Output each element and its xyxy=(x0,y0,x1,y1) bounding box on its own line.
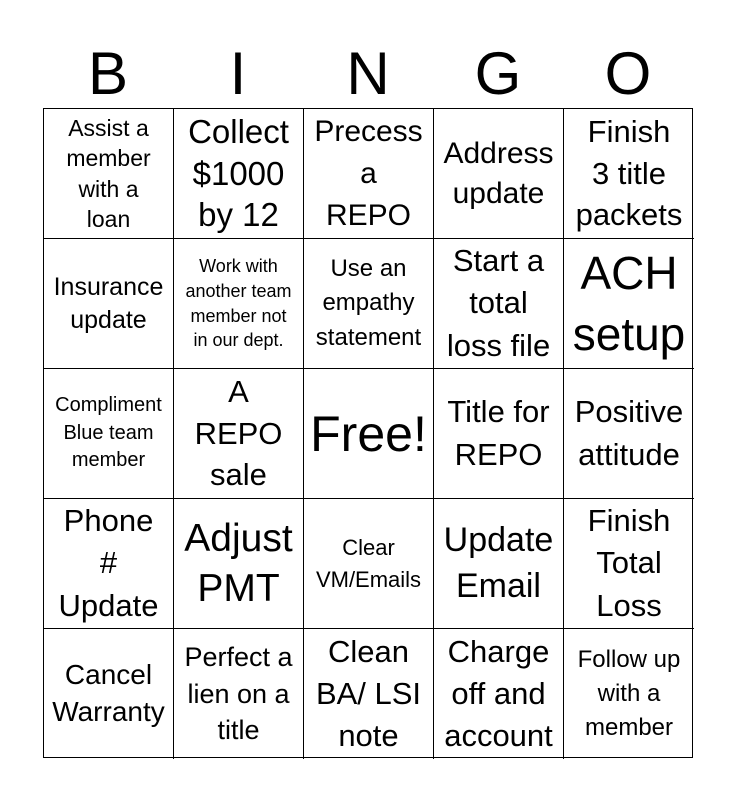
bingo-cell-text: Update Email xyxy=(443,520,554,605)
bingo-cell-text: Cancel Warranty xyxy=(52,659,165,727)
bingo-cell-text: Work with another team member not in our dept. xyxy=(185,255,292,351)
bingo-board xyxy=(43,108,693,758)
header-letter-b: B xyxy=(87,40,129,107)
bingo-cell[interactable] xyxy=(564,239,694,369)
bingo-cell[interactable] xyxy=(434,109,564,239)
bingo-cell-text: ACH setup xyxy=(572,246,686,360)
bingo-cell[interactable] xyxy=(44,109,174,239)
bingo-cell-text: A REPO sale xyxy=(194,373,283,493)
header-letter-g: G xyxy=(474,40,522,107)
bingo-cell-text: Clear VM/Emails xyxy=(315,535,422,592)
bingo-cell[interactable] xyxy=(304,369,434,499)
header-letter-i: I xyxy=(229,40,247,107)
bingo-cell-text: Follow up with a member xyxy=(577,645,681,742)
bingo-cell[interactable] xyxy=(304,239,434,369)
bingo-cell-text: Compliment Blue team member xyxy=(55,394,162,472)
bingo-cell[interactable] xyxy=(304,499,434,629)
bingo-cell-text: Positive attitude xyxy=(574,394,684,472)
bingo-cell[interactable] xyxy=(434,499,564,629)
bingo-cell-text: Insurance update xyxy=(53,272,164,334)
bingo-cell-text: Title for REPO xyxy=(447,394,550,472)
bingo-cell[interactable] xyxy=(174,109,304,239)
bingo-cell[interactable] xyxy=(304,109,434,239)
bingo-cell[interactable] xyxy=(174,629,304,759)
bingo-cell-text: Phone # Update xyxy=(58,503,159,623)
bingo-cell-text: Use an empathy statement xyxy=(315,255,422,351)
bingo-cell-text: Perfect a lien on a title xyxy=(184,641,293,746)
bingo-header xyxy=(43,40,693,108)
bingo-cell[interactable] xyxy=(564,109,694,239)
bingo-cell-text: Adjust PMT xyxy=(184,516,293,610)
bingo-cell-text: Charge off and account xyxy=(444,633,553,754)
bingo-cell[interactable] xyxy=(564,629,694,759)
bingo-cell-text: Assist a member with a loan xyxy=(66,114,151,232)
bingo-cell[interactable] xyxy=(174,499,304,629)
bingo-cell[interactable] xyxy=(44,499,174,629)
bingo-cell-text: Address update xyxy=(443,136,554,210)
bingo-cell[interactable] xyxy=(304,629,434,759)
bingo-cell[interactable] xyxy=(564,499,694,629)
bingo-cell-text: Start a total loss file xyxy=(446,243,551,363)
header-letter-n: N xyxy=(346,40,390,107)
bingo-cell[interactable] xyxy=(564,369,694,499)
bingo-cell[interactable] xyxy=(434,239,564,369)
bingo-cell[interactable] xyxy=(174,239,304,369)
bingo-cell[interactable] xyxy=(44,239,174,369)
bingo-cell-text: Free! xyxy=(310,405,427,462)
bingo-cell-text: Finish Total Loss xyxy=(587,503,671,623)
bingo-cell[interactable] xyxy=(44,629,174,759)
bingo-cell-text: Finish 3 title packets xyxy=(575,113,683,233)
bingo-cell[interactable] xyxy=(44,369,174,499)
header-letter-o: O xyxy=(604,40,652,107)
bingo-cell-text: Collect $1000 by 12 xyxy=(188,112,289,234)
bingo-cell-text: Precess a REPO xyxy=(314,114,423,232)
bingo-cell-text: Clean BA/ LSI note xyxy=(315,633,422,754)
bingo-cell[interactable] xyxy=(174,369,304,499)
bingo-cell[interactable] xyxy=(434,629,564,759)
bingo-cell[interactable] xyxy=(434,369,564,499)
